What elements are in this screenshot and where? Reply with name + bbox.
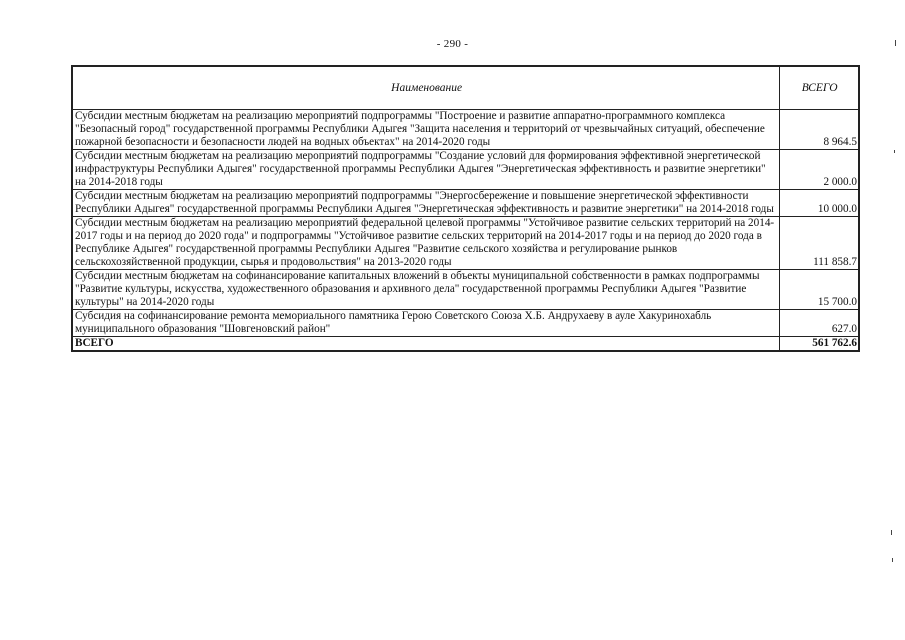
row-value: 111 858.7 (780, 217, 859, 270)
table-row (72, 110, 859, 150)
column-header-name: Наименование (72, 66, 780, 110)
table-row (72, 150, 859, 190)
scan-speck (895, 40, 896, 46)
table-row (72, 217, 859, 270)
table-row (72, 310, 859, 337)
table-row (72, 270, 859, 310)
scan-specks (865, 0, 905, 640)
column-header-total: ВСЕГО (780, 66, 859, 110)
budget-table (71, 65, 860, 352)
scan-speck (891, 530, 892, 535)
row-name: Субсидии местным бюджетам на реализацию мероприятий федеральной целевой программы "Устойчивое развитие сельских территорий на 2014-2017 годы и на период до 2020 года" и подпрограммы "Устойчивое развитие сельских территорий на 2014-2017 годы и на период до 2020 года в Республике Адыгея" государственной программы Республики Адыгея "Развитие сельского хозяйства и регулирование рынков сельскохозяйственной продукции, сырья и продовольствия" на 2013-2020 годы (72, 217, 780, 270)
page-number: - 290 - (436, 38, 469, 50)
row-name: Субсидии местным бюджетам на реализацию мероприятий подпрограммы "Построение и развитие аппаратно-программного комплекса "Безопасный город" государственной программы Республики Адыгея "Защита населения и территорий от чрезвычайных ситуаций, обеспечение пожарной безопасности и безопасности людей на водных объектах" на 2014-2020 годы (72, 110, 780, 150)
row-value: 2 000.0 (780, 150, 859, 190)
table-row (72, 190, 859, 217)
row-value: 15 700.0 (780, 270, 859, 310)
row-name: Субсидии местным бюджетам на софинансирование капитальных вложений в объекты муниципальной собственности в рамках подпрограммы "Развитие культуры, искусства, художественного образования и архивного дела" государственной программы Республики Адыгея "Развитие культуры" на 2014-2020 годы (72, 270, 780, 310)
row-value: 627.0 (780, 310, 859, 337)
row-name: Субсидии местным бюджетам на реализацию мероприятий подпрограммы "Создание условий для формирования эффективной энергетической инфраструктуры Республики Адыгея" государственной программы Республики Адыгея "Энергетическая эффективность и развитие энергетики" на 2014-2018 годы (72, 150, 780, 190)
scan-speck (892, 558, 893, 562)
total-label: ВСЕГО (72, 337, 780, 352)
row-value: 8 964.5 (780, 110, 859, 150)
total-value: 561 762.6 (780, 337, 859, 352)
scan-speck (894, 150, 895, 153)
total-row (72, 337, 859, 352)
row-value: 10 000.0 (780, 190, 859, 217)
table-header-row (72, 66, 859, 110)
row-name: Субсидия на софинансирование ремонта мемориального памятника Герою Советского Союза Х.Б. Андрухаеву в ауле Хакуринохабль муниципального образования "Шовгеновский район" (72, 310, 780, 337)
row-name: Субсидии местным бюджетам на реализацию мероприятий подпрограммы "Энергосбережение и повышение энергетической эффективности Республики Адыгея" государственной программы Республики Адыгея "Энергетическая эффективность и развитие энергетики" на 2014-2018 годы (72, 190, 780, 217)
